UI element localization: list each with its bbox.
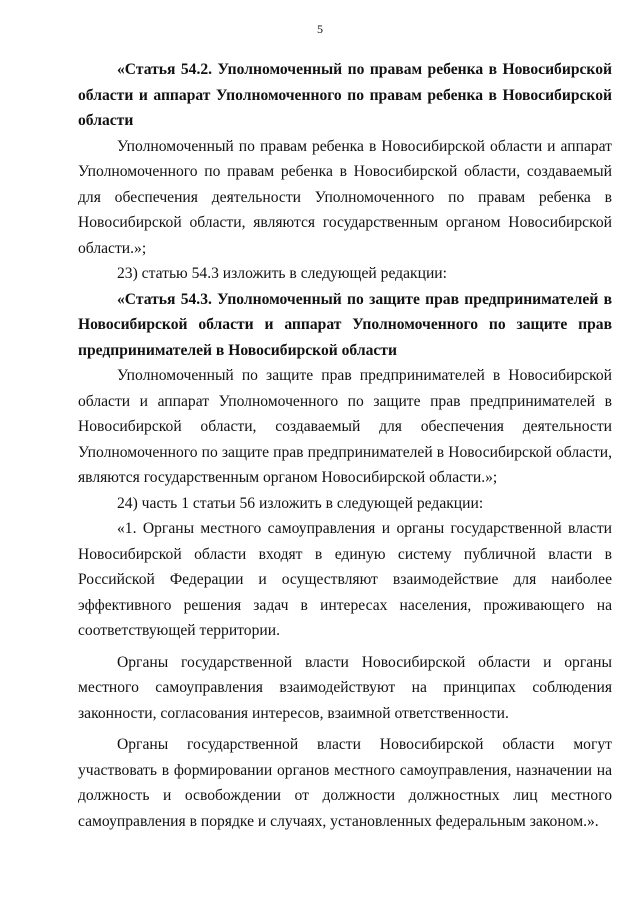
page-number: 5	[317, 22, 323, 36]
article-56-part-1-paragraph-2: Органы государственной власти Новосибирской области и органы местного самоуправления взаимодействуют на принципах соблюдения законности, согласования интересов, взаимной ответственности.	[78, 653, 612, 722]
item-23-instruction: 23) статью 54.3 изложить в следующей редакции:	[117, 265, 447, 282]
item-24-instruction: 24) часть 1 статьи 56 изложить в следующей редакции:	[117, 494, 484, 512]
document-body	[78, 57, 612, 834]
article-54-2-body: Уполномоченный по правам ребенка в Новосибирской области и аппарат Уполномоченного по правам ребенка в Новосибирской области, создаваемый для обеспечения деятельности Уполномоченного по правам ребенка в Новосибирской области, являются государственным органом Новосибирской области.»;	[78, 137, 612, 257]
article-56-part-1-paragraph-1: «1. Органы местного самоуправления и органы государственной власти Новосибирской области входят в единую систему публичной власти в Российской Федерации и осуществляют взаимодействие для наиболее эффективного решения задач в интересах населения, проживающего на соответствующей территории.	[78, 520, 612, 639]
article-56-part-1-paragraph-3: Органы государственной власти Новосибирской области могут участвовать в формировании органов местного самоуправления, назначении на должность и освобождении от должности должностных лиц местного самоуправления в порядке и случаях, установленных федеральным законом.».	[78, 736, 612, 830]
article-54-2-heading: «Статья 54.2. Уполномоченный по правам ребенка в Новосибирской области и аппарат Уполномоченного по правам ребенка в Новосибирской области	[78, 61, 612, 129]
article-54-3-body: Уполномоченный по защите прав предпринимателей в Новосибирской области и аппарат Уполномоченного по защите прав предпринимателей в Новосибирской области, создаваемый для обеспечения деятельности Уполномоченного по защите прав предпринимателей в Новосибирской области, являются государственным органом Новосибирской области.»;	[78, 367, 612, 486]
article-54-3-heading: «Статья 54.3. Уполномоченный по защите прав предпринимателей в Новосибирской области и аппарат Уполномоченного по защите прав предпринимателей в Новосибирской области	[78, 290, 612, 359]
